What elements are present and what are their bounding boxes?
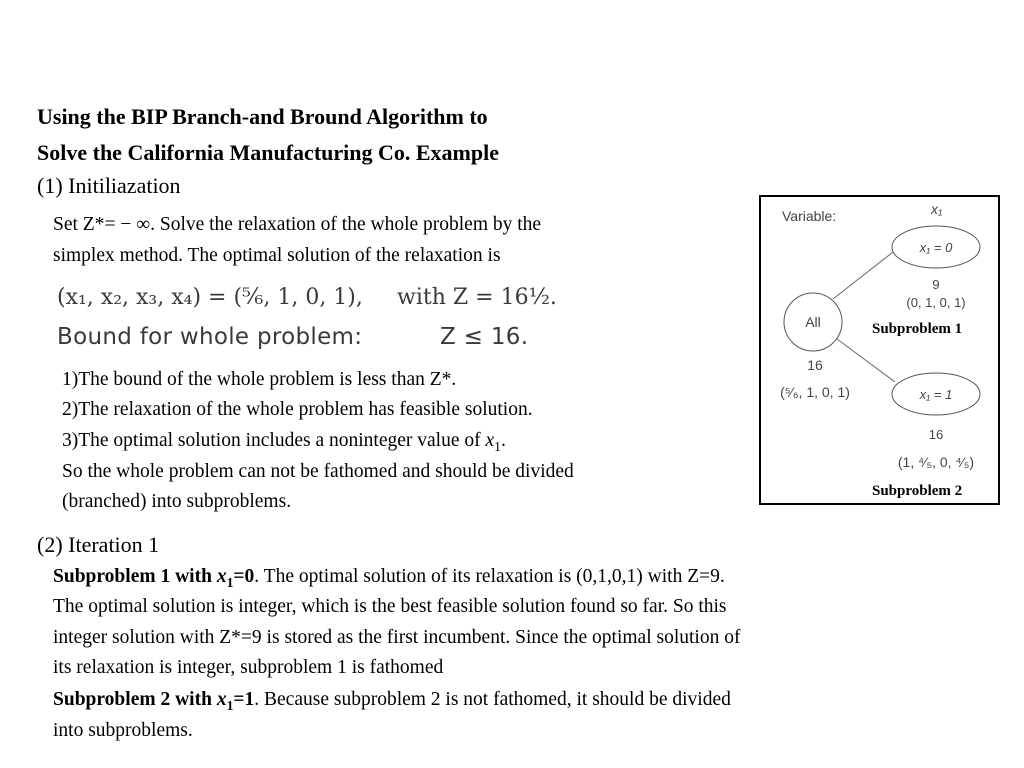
branch-tree-diagram: [759, 195, 1000, 505]
bullet-2: 2)The relaxation of the whole problem has feasible solution.: [62, 399, 533, 420]
subproblem-1-text: . The optimal solution of its relaxation is (0,1,0,1) with Z=9.: [254, 566, 725, 587]
subproblem-1-line-4: its relaxation is integer, subproblem 1 is fathomed: [53, 657, 444, 678]
node-2-bound: 16: [928, 427, 944, 442]
subproblem-1-label: Subproblem 1 with: [53, 566, 217, 587]
bullet-3-variable: x: [485, 430, 495, 451]
subproblem-1-caption: Subproblem 1: [872, 321, 963, 337]
bullet-3-text: 3)The optimal solution includes a noninteger value of: [62, 430, 486, 451]
bullet-3-subscript: 1: [494, 438, 501, 454]
subproblem-2-variable: x: [216, 689, 227, 710]
section-heading-iteration-1: (2) Iteration 1: [37, 532, 160, 557]
formula-z-value: with Z = 16½.: [397, 285, 557, 310]
subproblem-1-line-1: [53, 566, 725, 591]
subproblem-1-variable: x: [216, 566, 227, 587]
subproblem-1-equals: =0: [233, 566, 255, 587]
edge-root-to-node2: [837, 339, 895, 382]
subproblem-2-line-2: into subproblems.: [53, 720, 193, 741]
formula-bound-value: Z ≤ 16.: [440, 324, 529, 350]
variable-name: x₁: [931, 201, 943, 217]
root-bound: 16: [807, 357, 823, 373]
init-text-line-2: simplex method. The optimal solution of the relaxation is: [53, 245, 501, 266]
root-solution: (⁵⁄₆, 1, 0, 1): [780, 384, 850, 400]
subproblem-2-caption: Subproblem 2: [872, 483, 963, 499]
edge-root-to-node1: [833, 252, 893, 299]
section-heading-initialization: (1) Initiliazation: [37, 173, 181, 198]
bullet-3-period: .: [500, 430, 506, 451]
node-1-label: x₁ = 0: [919, 240, 953, 255]
bullet-4: So the whole problem can not be fathomed and should be divided: [62, 461, 574, 482]
node-2-solution: (1, ⁴⁄₅, 0, ⁴⁄₅): [897, 454, 975, 470]
slide-title-line-1: Using the BIP Branch-and Bround Algorithm to: [37, 104, 488, 129]
node-2-label: x₁ = 1: [919, 387, 953, 402]
root-node-label: All: [805, 314, 821, 330]
subproblem-2-equals: =1: [233, 689, 255, 710]
node-1-solution: (0, 1, 0, 1): [906, 295, 966, 310]
formula-solution: (x₁, x₂, x₃, x₄) = (⁵⁄₆, 1, 0, 1),: [57, 285, 363, 310]
subproblem-1-line-3: integer solution with Z*=9 is stored as the first incumbent. Since the optimal solution of: [53, 627, 741, 648]
subproblem-1-subscript: 1: [226, 574, 234, 590]
formula-bound-label: Bound for whole problem:: [57, 324, 363, 350]
slide-title-line-2: Solve the California Manufacturing Co. Example: [37, 140, 499, 165]
node-1-bound: 9: [932, 277, 940, 292]
subproblem-1-line-2: The optimal solution is integer, which is the best feasible solution found so far. So this: [53, 596, 727, 617]
bullet-3: [62, 430, 506, 455]
bullet-5: (branched) into subproblems.: [62, 491, 292, 512]
subproblem-2-line-1: [53, 689, 731, 714]
variable-label: Variable:: [782, 208, 837, 224]
subproblem-2-subscript: 1: [226, 697, 234, 713]
bullet-1: 1)The bound of the whole problem is less than Z*.: [62, 369, 457, 390]
subproblem-2-text: . Because subproblem 2 is not fathomed, it should be divided: [254, 689, 731, 710]
branch-tree-svg: [761, 197, 998, 503]
subproblem-2-label: Subproblem 2 with: [53, 689, 217, 710]
init-text-line-1: Set Z*= − ∞. Solve the relaxation of the whole problem by the: [53, 214, 542, 235]
